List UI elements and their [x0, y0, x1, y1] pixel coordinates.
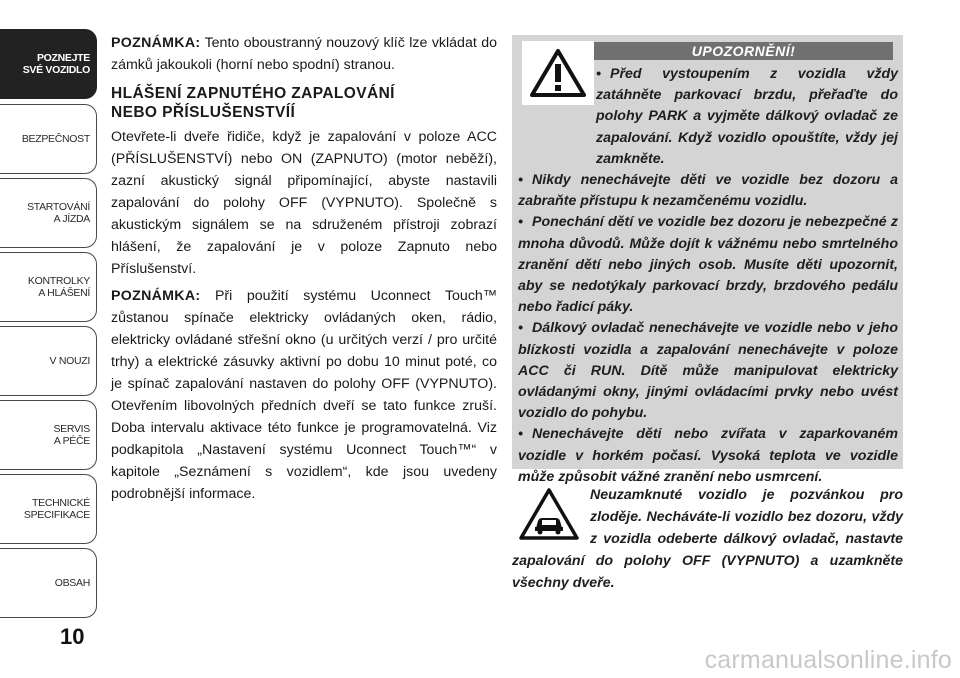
tab-label: BEZPEČNOST: [21, 133, 90, 145]
section-title-line-2: NEBO PŘÍSLUŠENSTVÍÍ: [111, 104, 296, 121]
watermark: carmanualsonline.info: [704, 646, 952, 674]
tab-kontrolky-a-hlaseni[interactable]: [0, 252, 97, 322]
bullet: •: [518, 320, 523, 337]
note-heading: POZNÁMKA:: [111, 288, 201, 304]
section-body-paragraph: Otevřete-li dveře řidiče, když je zapalování v poloze ACC (PŘÍSLUŠENSTVÍ) nebo ON (ZAPNUTO) (motor neběží), zazní akustický signál připomínající, abyste nastavili zapalování do polohy OFF (VYPNUTO). Společně s akustickým signálem se na sdruženém přístroji zobrazí hlášení, že zapalování je v poloze Zapnuto nebo Příslušenství.: [111, 129, 497, 277]
warning-title: UPOZORNĚNÍ!: [594, 42, 893, 60]
warning-item: [518, 318, 898, 424]
tab-label: TECHNICKÉ SPECIFIKACE: [23, 497, 90, 521]
main-text-column: [111, 32, 497, 510]
warning-item-text: Nenechávejte děti nebo zvířata v zaparkovaném vozidle v horkém počasí. Vysoká teplota ve vozidle může způsobit vážné zranění nebo usmrcení.: [518, 426, 898, 485]
bullet: •: [518, 172, 523, 189]
bullet: •: [518, 214, 523, 231]
tab-label: POZNEJTE SVÉ VOZIDLO: [22, 52, 90, 76]
note-paragraph-uconnect: [111, 285, 497, 505]
bullet: •: [518, 426, 523, 443]
warning-item: [518, 424, 898, 488]
warning-item: [518, 170, 898, 212]
note-text: Tento oboustranný nouzový klíč lze vkládat do zámků jakoukoli (horní nebo spodní) stranou.: [111, 35, 497, 73]
tab-label: OBSAH: [54, 577, 90, 589]
warning-item-text: Nikdy nenechávejte děti ve vozidle bez dozoru a zabraňte přístupu k nezamčenému vozidlu.: [518, 172, 898, 210]
page-number: 10: [60, 624, 85, 649]
warning-item-text: Dálkový ovladač nenechávejte ve vozidle nebo v jeho blízkosti vozidla a zapalování nenechávejte v poloze ACC či RUN. Dítě může manipulovat elektricky ovládanými okny, jinými ovládacími prvky nebo uvést vozidlo do pohybu.: [518, 320, 898, 422]
note-paragraph-key: [111, 32, 497, 76]
tab-label: STARTOVÁNÍ A JÍZDA: [27, 201, 90, 225]
tab-servis-a-pece[interactable]: [0, 400, 97, 470]
section-title: [111, 84, 497, 122]
tab-startovani-a-jizda[interactable]: [0, 178, 97, 248]
section-title-line-1: HLÁŠENÍ ZAPNUTÉHO ZAPALOVÁNÍ: [111, 85, 395, 102]
warning-item: [518, 64, 898, 170]
note-text: Při použití systému Uconnect Touch™ zůstanou spínače elektricky ovládaných oken, rádio, elektricky ovládané střešní okno (u určitých verzí / pro určité trhy) a elektrické zásuvky aktivní po dobu 10 minut poté, co je spínač zapalování nastaven do polohy OFF (VYPNUTO). Otevřením libovolných předních dveří se tato funkce zruší. Doba intervalu aktivace této funkce je programovatelná. Viz podkapitola „Nastavení systému Uconnect Touch™“ v kapitole „Seznámení s vozidlem“, kde jsou uvedeny podrobnější informace.: [111, 288, 497, 502]
bullet: •: [596, 66, 601, 82]
tab-poznejte-sve-vozidlo[interactable]: [0, 29, 97, 99]
tab-v-nouzi[interactable]: [0, 326, 97, 396]
vehicle-caution-note: [512, 484, 903, 594]
tab-label: V NOUZI: [49, 355, 90, 367]
tab-label: KONTROLKY A HLÁŠENÍ: [27, 275, 90, 299]
tab-bezpecnost[interactable]: [0, 104, 97, 174]
warning-list: [518, 64, 898, 488]
tab-technicke-specifikace[interactable]: [0, 474, 97, 544]
note-heading: POZNÁMKA:: [111, 35, 201, 51]
warning-item-text: Před vystoupením z vozidla vždy zatáhněte parkovací brzdu, přeřaďte do polohy PARK a vyjměte dálkový ovladač ze zapalování. Když vozidlo opouštíte, vždy jej zamkněte.: [596, 66, 898, 167]
warning-item-text: Ponechání dětí ve vozidle bez dozoru je nebezpečné z mnoha důvodů. Může dojít k vážnému nebo smrtelného zranění dětí nebo jiných osob. Musíte děti upozornit, aby se nedotýkaly parkovací brzdy, brzdového pedálu nebo řadicí páky.: [518, 214, 898, 316]
tab-obsah[interactable]: [0, 548, 97, 618]
vehicle-caution-text: Neuzamknuté vozidlo je pozvánkou pro zloděje. Necháváte-li vozidlo bez dozoru, vždy z vozidla odeberte dálkový ovladač, nastavte zapalování do polohy OFF (VYPNUTO) a uzamkněte všechny dveře.: [512, 487, 903, 591]
car-warning-triangle-icon: [518, 488, 580, 544]
warning-box: [512, 35, 903, 485]
chapter-tab-sidebar: [0, 0, 98, 620]
warning-item: [518, 212, 898, 318]
tab-label: SERVIS A PÉČE: [53, 423, 90, 447]
